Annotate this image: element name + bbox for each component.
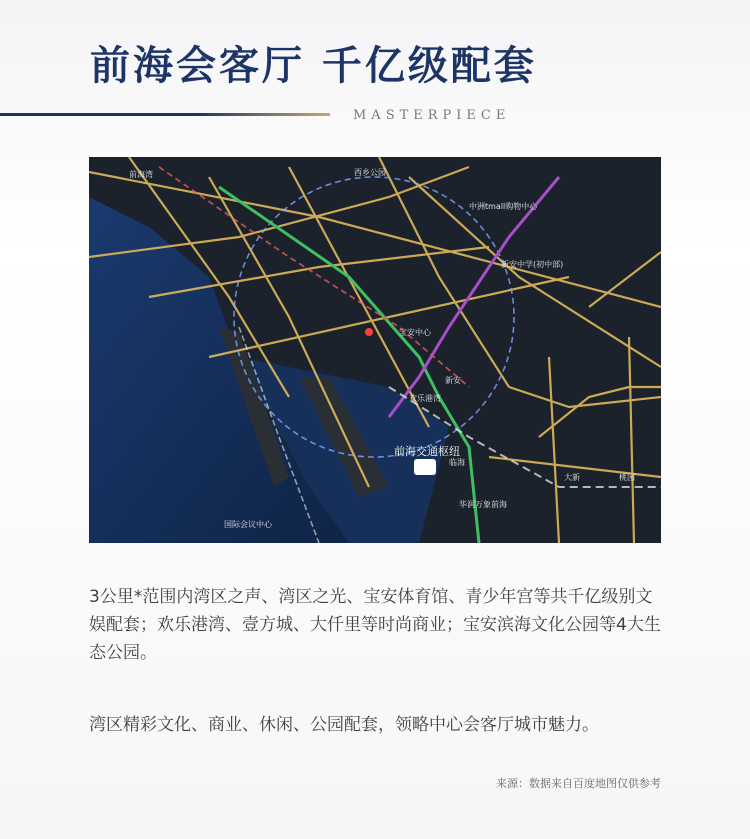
map-label-dalong: 大新 (564, 473, 580, 482)
map-label-tmall: 中洲tmall购物中心 (469, 202, 538, 211)
map-label-bay: 欢乐港湾 (409, 394, 441, 403)
description-paragraph-2: 湾区精彩文化、商业、休闲、公园配套，领略中心会客厅城市魅力。 (89, 715, 599, 735)
map-label-guoji: 国际会议中心 (224, 520, 272, 529)
description-paragraph-1: 3公里*范围内湾区之声、湾区之光、宝安体育馆、青少年宫等共千亿级别文娱配套；欢乐港湾、壹方城、大仟里等时尚商业；宝安滨海文化公园等4大生态公园。 (89, 587, 661, 663)
map-label-hub: 前海交通枢纽 (394, 445, 460, 458)
map-label-xinan-station: 新安 (445, 376, 461, 385)
map-label-taoyuan: 桃园 (619, 473, 635, 482)
project-marker (365, 328, 373, 336)
map-label-xixiang: 西乡公园 (354, 168, 386, 177)
map-label-qianhai-wan: 前海湾 (129, 170, 153, 179)
title-divider (0, 113, 330, 116)
page-title: 前海会客厅 千亿级配套 (90, 42, 537, 89)
location-map (89, 157, 661, 543)
source-note: 来源：数据来自百度地图仅供参考 (496, 777, 661, 790)
map-label-huarun: 华润万象前海 (459, 500, 507, 509)
map-label-linhai: 临海 (449, 458, 465, 467)
bus-icon (414, 459, 436, 475)
page-subtitle: MASTERPIECE (353, 108, 511, 123)
map-label-baoan: 宝安中心 (399, 328, 431, 337)
map-graphic (89, 157, 661, 543)
map-label-xinan: 新安中学(初中部) (501, 260, 564, 269)
